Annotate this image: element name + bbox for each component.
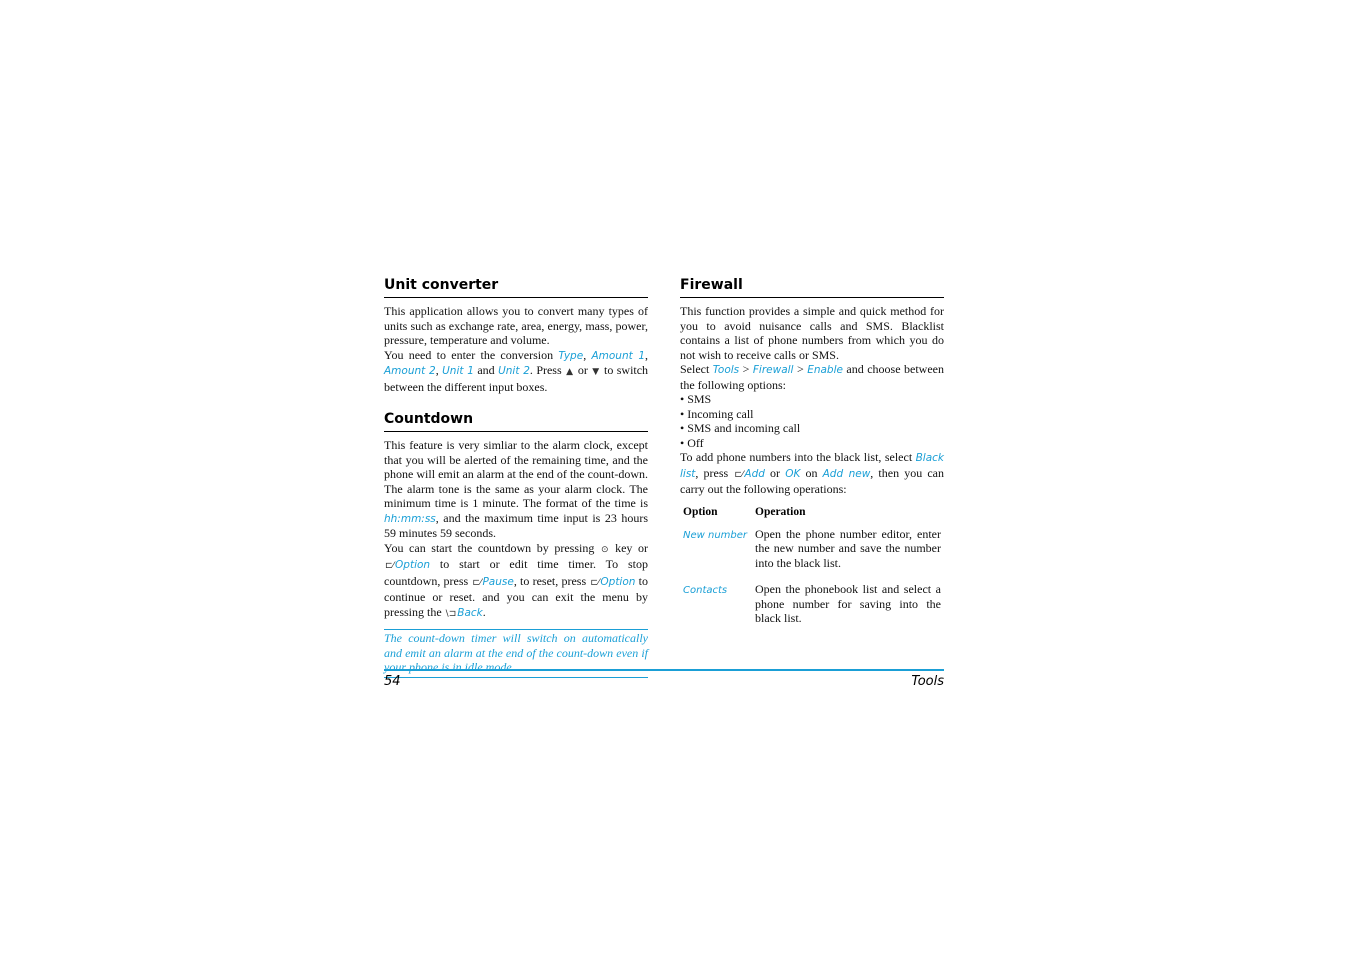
- table-row: [680, 582, 944, 638]
- unit-converter-heading: Unit converter: [384, 276, 648, 298]
- page-number: 54: [384, 674, 401, 689]
- firewall-add-instructions: To add phone numbers into the black list, select Black list, press ⊏⁄Add or OK on Add new, then you can carry out the following operations:: [680, 450, 945, 496]
- firewall-options-list: [680, 392, 944, 450]
- left-softkey-icon: ⊏⁄: [472, 577, 482, 588]
- keyword-tools: Tools: [712, 364, 740, 376]
- keyword-amount-1: Amount 1: [591, 349, 645, 362]
- unit-converter-intro: This application allows you to convert many types of units such as exchange rate, area, energy, mass, power, pressure, temperature and volume.: [384, 304, 648, 347]
- keyword-pause: Pause: [482, 575, 514, 588]
- keyword-black-list: Black list: [680, 452, 944, 480]
- page-footer: [384, 669, 944, 689]
- keyword-enable: Enable: [807, 364, 843, 376]
- option-contacts: Contacts: [683, 585, 728, 596]
- firewall-section: [680, 276, 944, 638]
- keyword-unit-2: Unit 2: [498, 365, 530, 377]
- countdown-instructions: You can start the countdown by pressing ⊙ key or ⊏⁄Option to start or edit time timer. To stop countdown, press ⊏⁄Pause, to reset, press ⊏⁄Option to continue or reset. and you can exit the menu by pressing the \⊐Back.: [384, 540, 648, 619]
- countdown-heading: Countdown: [384, 410, 648, 432]
- navi-key-icon: ⊙: [600, 544, 609, 555]
- firewall-heading: Firewall: [680, 276, 944, 298]
- keyword-type: Type: [558, 349, 584, 362]
- keyword-option: Option: [395, 559, 431, 571]
- chapter-title: Tools: [911, 674, 944, 689]
- up-key-icon: ▲: [566, 367, 574, 377]
- operations-table: [680, 503, 944, 638]
- keyword-add-new: Add new: [822, 467, 871, 480]
- countdown-note-text: The count-down timer will switch on automatically and emit an alarm at the end of the count-down even if your phone is in idle mode.: [384, 631, 648, 674]
- list-item: • SMS: [680, 392, 712, 406]
- keyword-unit-1: Unit 1: [442, 365, 474, 377]
- keyword-option: Option: [600, 575, 636, 588]
- table-header-row: [680, 503, 944, 527]
- unit-converter-section: [384, 276, 648, 394]
- list-item: • Incoming call: [680, 406, 754, 421]
- column-header-option: Option: [683, 505, 718, 518]
- list-item: • SMS and incoming call: [680, 421, 801, 435]
- keyword-back: Back: [457, 606, 483, 619]
- left-softkey-icon: ⊏⁄: [734, 469, 744, 480]
- keyword-amount-2: Amount 2: [384, 365, 436, 377]
- countdown-section: [384, 410, 648, 678]
- countdown-intro: This feature is very simliar to the alarm clock, except that you will be alerted of the remaining time, and the phone will emit an alarm at the end of the count-down. The alarm tone is the same as your alarm clock. The minimum time is 1 minute. The format of the time is hh:mm:ss, and the maximum time input is 23 hours 59 minutes 59 seconds.: [384, 438, 648, 540]
- firewall-intro: This function provides a simple and quick method for you to avoid nuisance calls and SMS. Blacklist contains a list of phone numbers from which you do not wish to receive calls or SMS.: [680, 304, 944, 362]
- option-cell: [680, 527, 752, 583]
- operation-cell: Open the phonebook list and select a phone number for saving into the black list.: [755, 582, 941, 625]
- column-header-operation: Operation: [755, 505, 806, 518]
- right-softkey-icon: \⊐: [445, 608, 457, 619]
- option-cell: [680, 582, 752, 638]
- keyword-add: Add: [744, 467, 765, 480]
- right-column: [680, 276, 944, 638]
- keyword-ok: OK: [785, 467, 801, 480]
- list-item: • Off: [680, 435, 704, 450]
- left-softkey-icon: ⊏⁄: [385, 561, 395, 571]
- firewall-select-path: Select Tools > Firewall > Enable and choose between the following options:: [680, 362, 944, 392]
- left-column: [384, 276, 648, 678]
- down-key-icon: ▼: [592, 367, 600, 377]
- operation-cell: Open the phone number editor, enter the new number and save the number into the black list.: [755, 526, 941, 570]
- table-row: [680, 527, 944, 583]
- left-softkey-icon: ⊏⁄: [590, 577, 600, 588]
- unit-converter-instructions: You need to enter the conversion Type, Amount 1, Amount 2, Unit 1 and Unit 2. Press ▲ or ▼ to switch between the different input boxes.: [384, 347, 649, 394]
- keyword-firewall: Firewall: [752, 364, 794, 376]
- option-new-number: New number: [683, 529, 748, 541]
- keyword-time-format: hh:mm:ss: [384, 512, 436, 525]
